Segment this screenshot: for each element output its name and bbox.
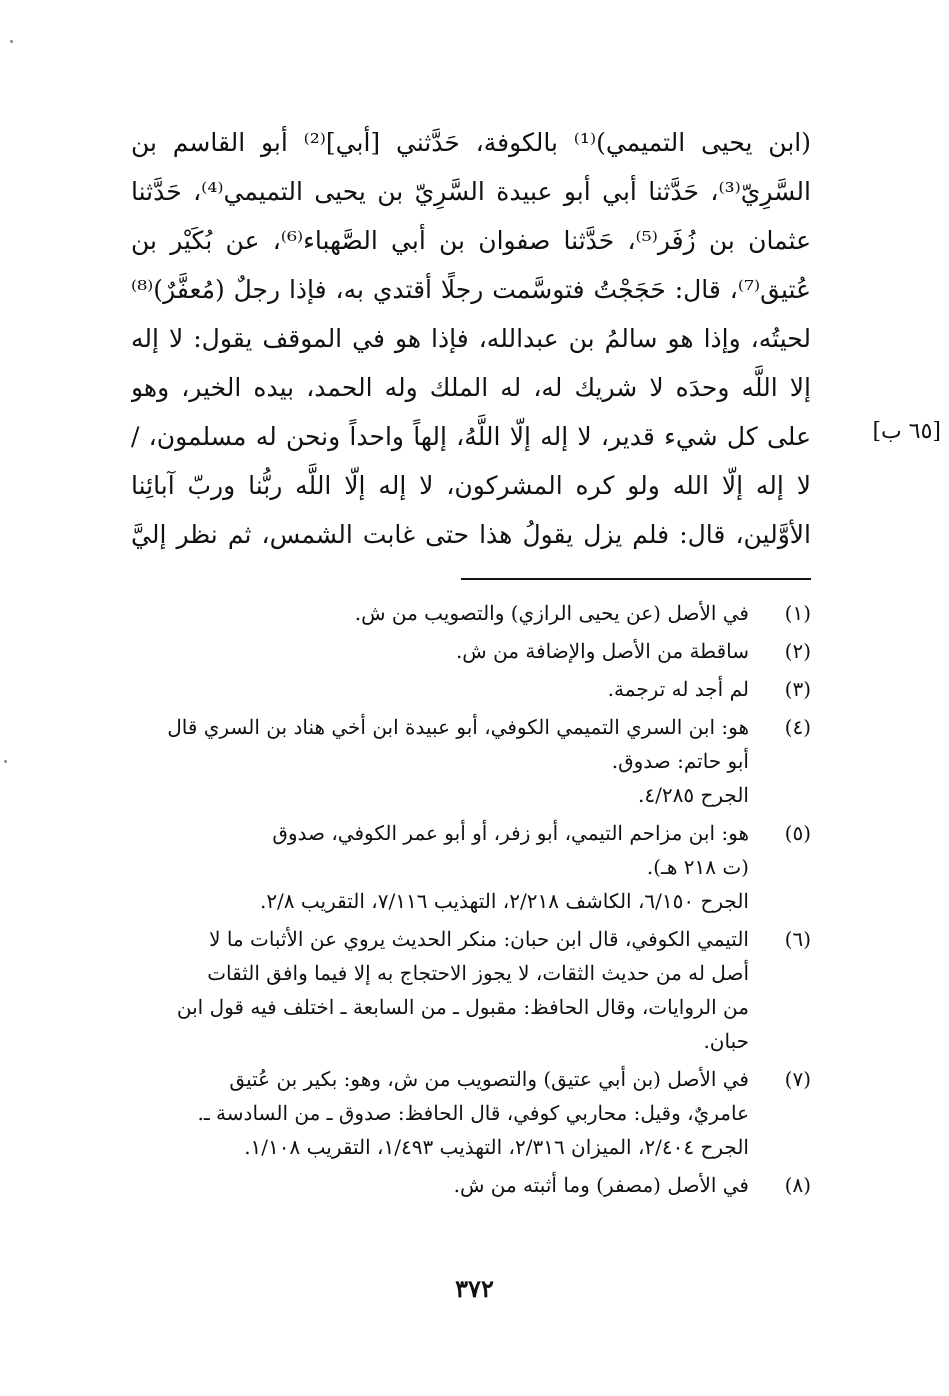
footnote-item <box>111 710 811 812</box>
footnote-text: هو: ابن مزاحم التيمي، أبو زفر، أو أبو عمر الكوفي، صدوق <box>272 821 749 845</box>
footnote-text: هو: ابن السري التميمي الكوفي، أبو عبيدة ابن أخي هناد بن السري قال <box>167 715 749 739</box>
scan-speck <box>4 760 7 763</box>
footnotes <box>111 596 811 1206</box>
footnote-number: (١) <box>784 601 811 625</box>
footnote-text: حبان. <box>703 1029 749 1053</box>
footnote-text: الجرح ٦/١٥٠، الكاشف ٢/٢١٨، التهذيب ٧/١١٦، التقريب ٢/٨. <box>259 889 749 913</box>
text-line: عُتيق⁽⁷⁾، قال: حَجَجْتُ فتوسَّمت رجلًا أقتدي به، فإذا رجلٌ (مُعفَّرٌ)⁽⁸⁾ <box>131 275 811 304</box>
footnote-item <box>111 672 811 706</box>
footnote-number: (٧) <box>784 1067 811 1091</box>
footnote-number: (٦) <box>784 927 811 951</box>
main-text <box>131 118 811 559</box>
manuscript-folio-marker: [٦٥ ب] <box>872 419 941 444</box>
footnote-text: أصل له من حديث الثقات، لا يجوز الاحتجاج به إلا فيما وافق الثقات <box>207 961 749 985</box>
text-line: لا إله إلّا الله ولو كره المشركون، لا إله إلّا اللَّه ربُّنا وربّ آبائِنا <box>131 471 811 500</box>
footnote-text: (ت ٢١٨ هـ). <box>646 855 749 879</box>
footnote-text: لم أجد له ترجمة. <box>607 677 749 701</box>
footnote-number: (٢) <box>784 639 811 663</box>
text-line: عثمان بن زُفَر⁽⁵⁾، حَدَّثنا صفوان بن أبي الصَّهباء⁽⁶⁾، عن بُكَيْر بن <box>131 226 811 255</box>
text-line: الأوَّلين، قال: فلم يزل يقولُ هذا حتى غابت الشمس، ثم نظر إليَّ <box>131 520 811 549</box>
text-line: لحيتُه، وإذا هو سالمُ بن عبدالله، فإذا هو في الموقف يقول: لا إله <box>131 324 811 353</box>
scan-speck <box>10 40 13 43</box>
text-line: على كل شيء قدير، لا إله إلّا اللَّهُ، إلهاً واحداً ونحن له مسلمون، / <box>131 422 811 451</box>
footnote-text: في الأصل (عن يحيى الرازي) والتصويب من ش. <box>354 601 749 625</box>
footnote-number: (٨) <box>784 1173 811 1197</box>
text-line: إلا اللَّه وحدَه لا شريك له، له الملك وله الحمد، بيده الخير، وهو <box>131 373 811 402</box>
footnote-text: من الروايات، وقال الحافظ: مقبول ـ من السابعة ـ اختلف فيه قول ابن <box>176 995 749 1019</box>
footnote-text: الجرح ٢/٤٠٤، الميزان ٢/٣١٦، التهذيب ١/٤٩٣، التقريب ١/١٠٨. <box>244 1135 749 1159</box>
footnote-text: التيمي الكوفي، قال ابن حبان: منكر الحديث يروي عن الأثبات ما لا <box>209 927 749 951</box>
footnote-separator <box>461 578 811 580</box>
footnote-text: الجرح ٤/٢٨٥. <box>638 783 749 807</box>
footnote-text: في الأصل (بن أبي عتيق) والتصويب من ش، وهو: بكير بن عُتيق <box>229 1067 749 1091</box>
text-line: (ابن يحيى التميمي)⁽¹⁾ بالكوفة، حَدَّثني [أبي]⁽²⁾ أبو القاسم بن <box>131 128 811 157</box>
footnote-number: (٥) <box>784 821 811 845</box>
footnote-text: عامريٌ، وقيل: محاربي كوفي، قال الحافظ: صدوق ـ من السادسة ـ. <box>197 1101 749 1125</box>
footnote-text: أبو حاتم: صدوق. <box>611 749 749 773</box>
footnote-number: (٤) <box>784 715 811 739</box>
footnote-item <box>111 816 811 918</box>
footnote-text: في الأصل (مصفر) وما أثبته من ش. <box>453 1173 749 1197</box>
footnote-text: ساقطة من الأصل والإضافة من ش. <box>455 639 749 663</box>
text-line: السَّرِيّ⁽³⁾، حَدَّثنا أبي أبو عبيدة السَّرِيّ بن يحيى التميمي⁽⁴⁾، حَدَّثنا <box>131 177 811 206</box>
page-number: ٣٧٢ <box>455 1274 494 1303</box>
footnote-item <box>111 596 811 630</box>
footnote-number: (٣) <box>784 677 811 701</box>
footnote-item <box>111 1062 811 1164</box>
footnote-item <box>111 1168 811 1202</box>
footnote-item <box>111 922 811 1058</box>
footnote-item <box>111 634 811 668</box>
